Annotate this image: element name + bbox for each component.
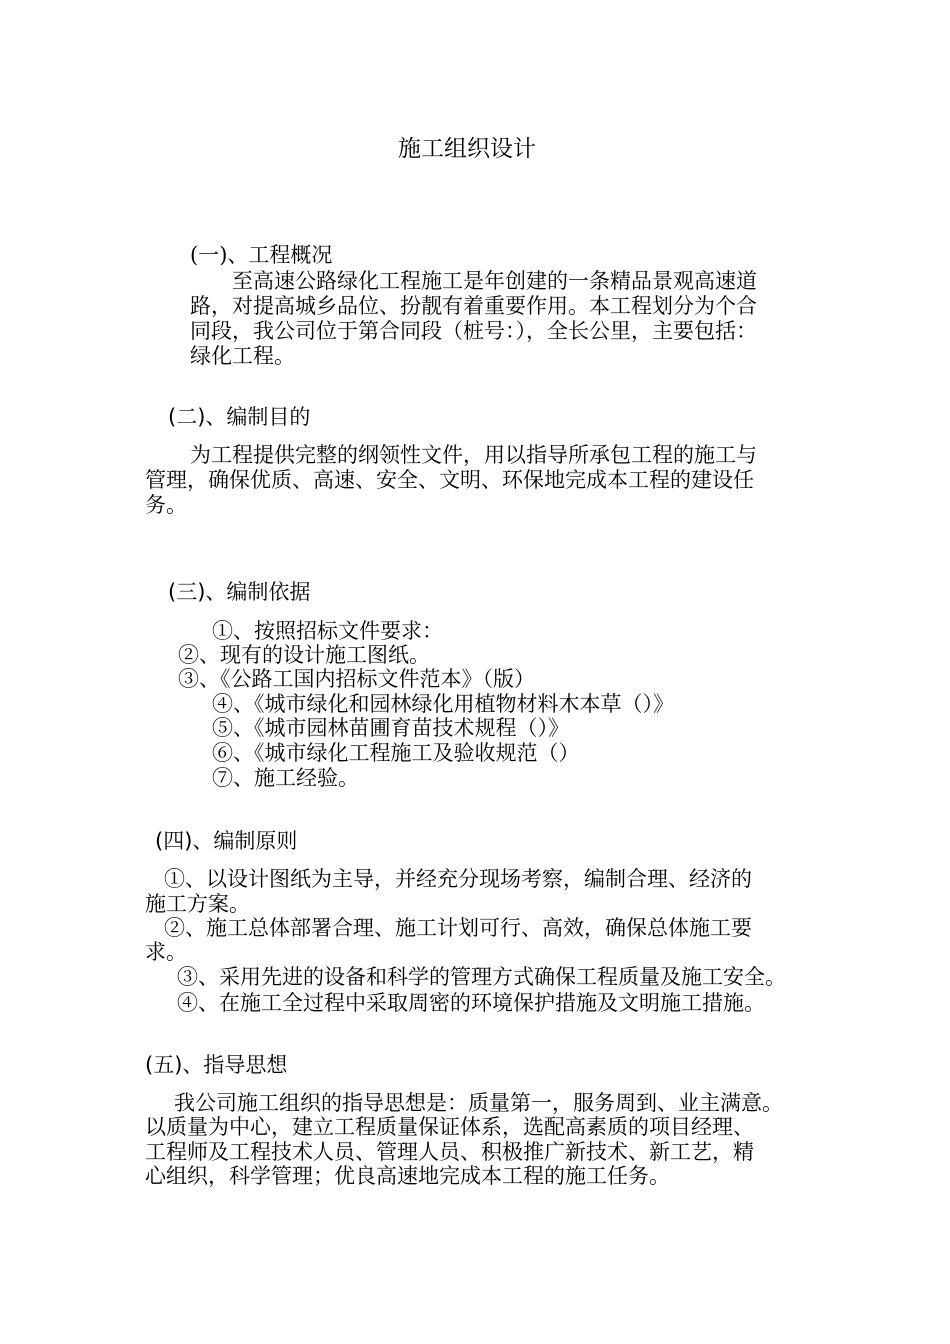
basis-item: ④、《城市绿化和园林绿化用植物材料木本草（）》	[212, 692, 674, 716]
basis-item: ①、按照招标文件要求：	[212, 619, 443, 643]
section-2-heading: (二)、编制目的	[168, 405, 311, 429]
principle-line: ①、以设计图纸为主导，并经充分现场考察，编制合理、经济的	[164, 867, 752, 891]
basis-item: ⑦、施工经验。	[212, 766, 359, 790]
section-1-line: 至高速公路绿化工程施工是年创建的一条精品景观高速道	[232, 269, 757, 293]
section-1-heading: (一)、工程概况	[190, 243, 333, 267]
guideline-line: 工程师及工程技术人员、管理人员、积极推广新技术、新工艺，精	[145, 1140, 754, 1164]
principle-line: 施工方案。	[145, 892, 250, 916]
guideline-line: 我公司施工组织的指导思想是：质量第一，服务周到、业主满意。	[174, 1091, 783, 1115]
section-1-line: 绿化工程。	[190, 344, 295, 368]
guideline-line: 以质量为中心，建立工程质量保证体系，选配高素质的项目经理、	[145, 1115, 754, 1139]
basis-item: ⑤、《城市园林苗圃育苗技术规程（）》	[212, 716, 569, 740]
basis-item: ⑥、《城市绿化工程施工及验收规范（）	[212, 741, 580, 765]
section-2-line: 管理，确保优质、高速、安全、文明、环保地完成本工程的建设任	[145, 468, 754, 492]
guideline-line: 心组织，科学管理；优良高速地完成本工程的施工任务。	[145, 1164, 670, 1188]
principle-line: ②、施工总体部署合理、施工计划可行、高效，确保总体施工要	[164, 916, 752, 940]
principle-line: 求。	[145, 940, 187, 964]
document-title: 施工组织设计	[398, 136, 536, 162]
section-2-line: 为工程提供完整的纲领性文件，用以指导所承包工程的施工与	[190, 443, 757, 467]
principle-line: ④、在施工全过程中采取周密的环境保护措施及文明施工措施。	[177, 991, 765, 1015]
section-1-line: 路，对提高城乡品位、扮靓有着重要作用。本工程划分为个合	[190, 294, 757, 318]
basis-item: ②、现有的设计施工图纸。	[178, 643, 430, 667]
section-5-heading: (五)、指导思想	[145, 1053, 288, 1077]
section-2-line: 务。	[145, 493, 187, 517]
section-4-heading: (四)、编制原则	[155, 829, 298, 853]
basis-item: ③、《公路工国内招标文件范本》（版）	[178, 667, 535, 691]
section-1-line: 同段，我公司位于第合同段（桩号：），全长公里，主要包括：	[190, 319, 757, 343]
section-3-heading: (三)、编制依据	[168, 580, 311, 604]
principle-line: ③、采用先进的设备和科学的管理方式确保工程质量及施工安全。	[177, 965, 786, 989]
